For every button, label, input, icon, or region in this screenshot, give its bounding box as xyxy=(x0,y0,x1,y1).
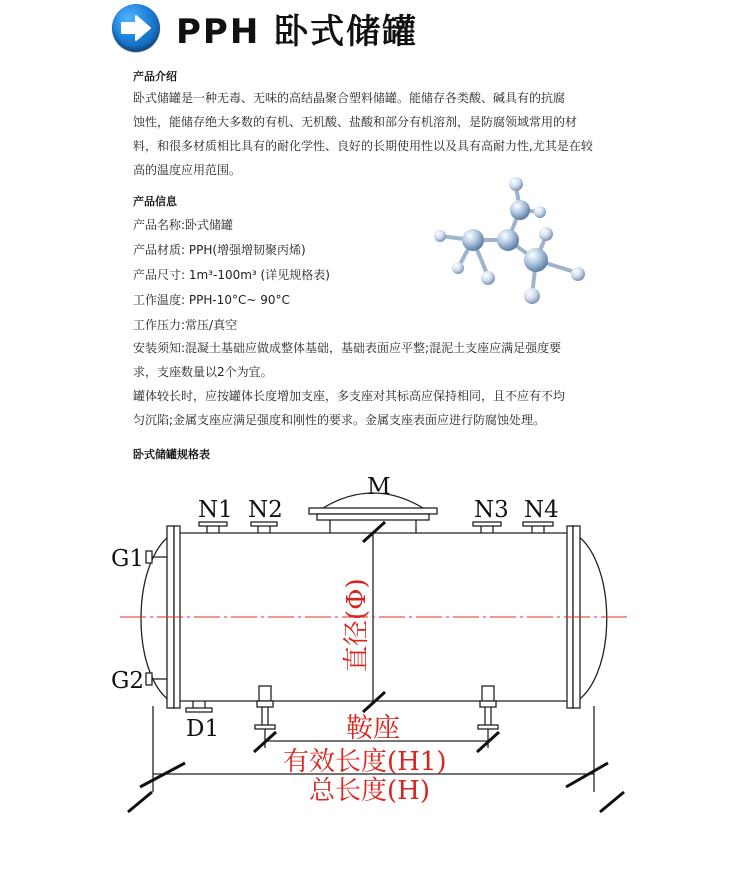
tank-diagram xyxy=(0,460,750,872)
intro-line: 料，和很多材质相比具有的耐化学性、良好的长期使用性以及具有高耐力性,尤其是在较 xyxy=(133,139,593,153)
label-m: M xyxy=(367,474,391,500)
label-effective-length: 有效长度(H1) xyxy=(283,747,447,777)
install-line: 罐体较长时，应按罐体长度增加支座，多支座对其标高应保持相同，且不应有不均 xyxy=(133,389,566,403)
label-saddle: 鞍座 xyxy=(346,713,400,744)
info-pressure: 工作压力:常压/真空 xyxy=(133,318,238,332)
install-line: 安装须知:混凝土基础应做成整体基础，基础表面应平整;混泥土支座应满足强度要 xyxy=(133,341,562,355)
page-header xyxy=(112,4,418,52)
right-arrow-icon xyxy=(112,4,160,52)
spec-heading: 卧式储罐规格表 xyxy=(133,448,210,461)
info-name: 产品名称:卧式储罐 xyxy=(133,218,234,232)
intro-line: 蚀性，能储存绝大多数的有机、无机酸、盐酸和部分有机溶剂，是防腐领域常用的材 xyxy=(133,115,578,129)
label-n1: N1 xyxy=(198,497,233,523)
intro-heading: 产品介绍 xyxy=(133,70,177,83)
info-temperature: 工作温度: PPH-10°C~ 90°C xyxy=(133,293,290,307)
intro-line: 卧式储罐是一种无毒、无味的高结晶聚合塑料储罐。能储存各类酸、碱具有的抗腐 xyxy=(133,91,566,105)
page-title: PPH 卧式储罐 xyxy=(176,11,419,52)
install-line: 匀沉陷;金属支座应满足强度和刚性的要求。金属支座表面应进行防腐蚀处理。 xyxy=(133,413,546,427)
label-n2: N2 xyxy=(248,497,283,523)
molecule-illustration xyxy=(428,168,598,308)
info-heading: 产品信息 xyxy=(133,195,177,208)
info-material: 产品材质: PPH(增强增韧聚丙烯) xyxy=(133,243,306,257)
info-size: 产品尺寸: 1m³-100m³ (详见规格表) xyxy=(133,268,330,282)
label-n4: N4 xyxy=(524,497,559,523)
install-notes xyxy=(133,336,638,432)
label-d1: D1 xyxy=(186,716,220,742)
label-diameter: 直径(Φ) xyxy=(342,578,372,672)
label-g2: G2 xyxy=(111,668,145,694)
install-line: 求，支座数量以2个为宜。 xyxy=(133,365,273,379)
label-g1: G1 xyxy=(111,546,145,572)
intro-line: 高的温度应用范围。 xyxy=(133,163,242,177)
label-total-length: 总长度(H) xyxy=(309,776,430,806)
label-n3: N3 xyxy=(474,497,509,523)
